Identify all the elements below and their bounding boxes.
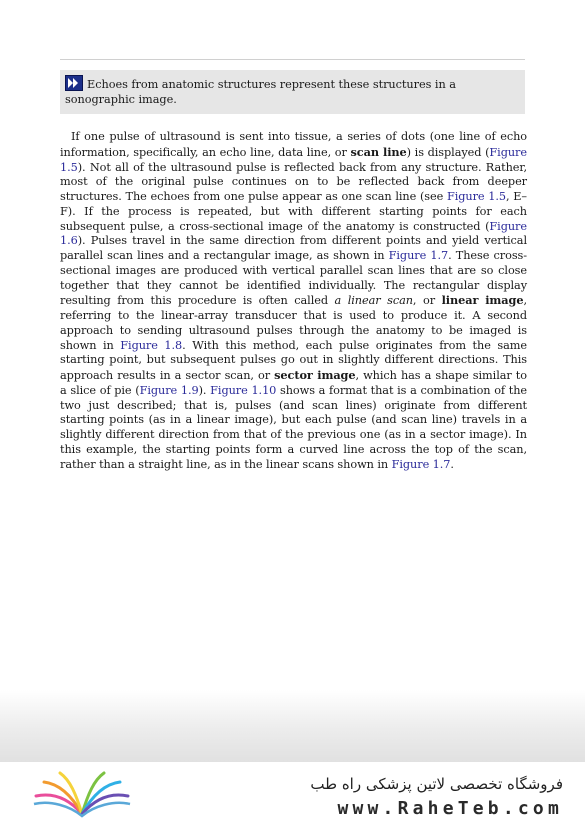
figure-link-1-5[interactable]: Figure 1.5 [446,190,506,203]
open-book-logo-icon [30,770,135,820]
figure-link-1-7[interactable]: Figure 1.7 [391,457,451,471]
figure-link-1-7[interactable]: Figure 1.7 [388,249,449,262]
figure-link-1-8[interactable]: Figure 1.8 [120,338,183,352]
body-paragraph: If one pulse of ultrasound is sent into tissue, a series of dots (one line of echo information, specifically, an echo line, data line, or scan line) is displayed (Figure 1.5). Not all of the ultrasound pulse is reflected back from any structure. Rather, most of the original pulse continues on to be reflected back from deeper structures. The echoes from one pulse appear as one scan line (see Figure 1.5, E–F). If the process is repeated, but with different starting points for each subsequent pulse, a cross-sectional image of the anatomy is constructed (Figure 1.6). Pulses travel in the same direction from different points and yield vertical parallel scan lines and a rectangular image, as shown in Figure 1.7. These cross-sectional images are produced with vertical parallel scan lines that are so close together that they cannot be identified individually. The rectangular display resulting from this procedure is often called a linear scan, or linear image, referring to the linear-array transducer that is used to produce it. A second approach to sending ultrasound pulses through the anatomy to be imaged is shown in Figure 1.8. With this method, each pulse originates from the same starting point, but subsequent pulses go out in slightly different directions. This approach results in a sector scan, or sector image, which has a shape similar to a slice of pie (Figure 1.9). Figure 1.10 shows a format that is a combination of the two just described; that is, pulses (and scan lines) originate from different starting points (as in a linear image), but each pulse (and scan line) travels in a slightly different direction from that of the previous one (as in a sector image). In this example, the starting points form a curved line across the top of the scan, rather than a straight line, as in the linear scans shown in Figure 1.7. [60,130,528,471]
term-sector-image: sector image [274,368,356,382]
page-bottom-shadow [0,690,585,762]
figure-link-1-5[interactable]: Figure 1.5 [60,145,527,174]
key-point-callout [60,70,525,114]
store-url[interactable]: www.RaheTeb.com [337,798,563,819]
double-arrow-icon [65,75,83,91]
callout-text: Echoes from anatomic structures represent these structures in a sonographic image. [65,78,456,106]
figure-link-1-6[interactable]: Figure 1.6 [60,219,527,248]
figure-link-1-10[interactable]: Figure 1.10 [210,383,277,397]
term-linear-image: linear image [441,293,524,308]
term-linear-scan: a linear scan [334,294,413,308]
figure-link-1-9[interactable]: Figure 1.9 [139,383,199,397]
top-rule [60,59,525,60]
term-scan-line: scan line [350,144,407,159]
store-name: فروشگاه تخصصی لاتین پزشکی راه طب [310,775,563,793]
